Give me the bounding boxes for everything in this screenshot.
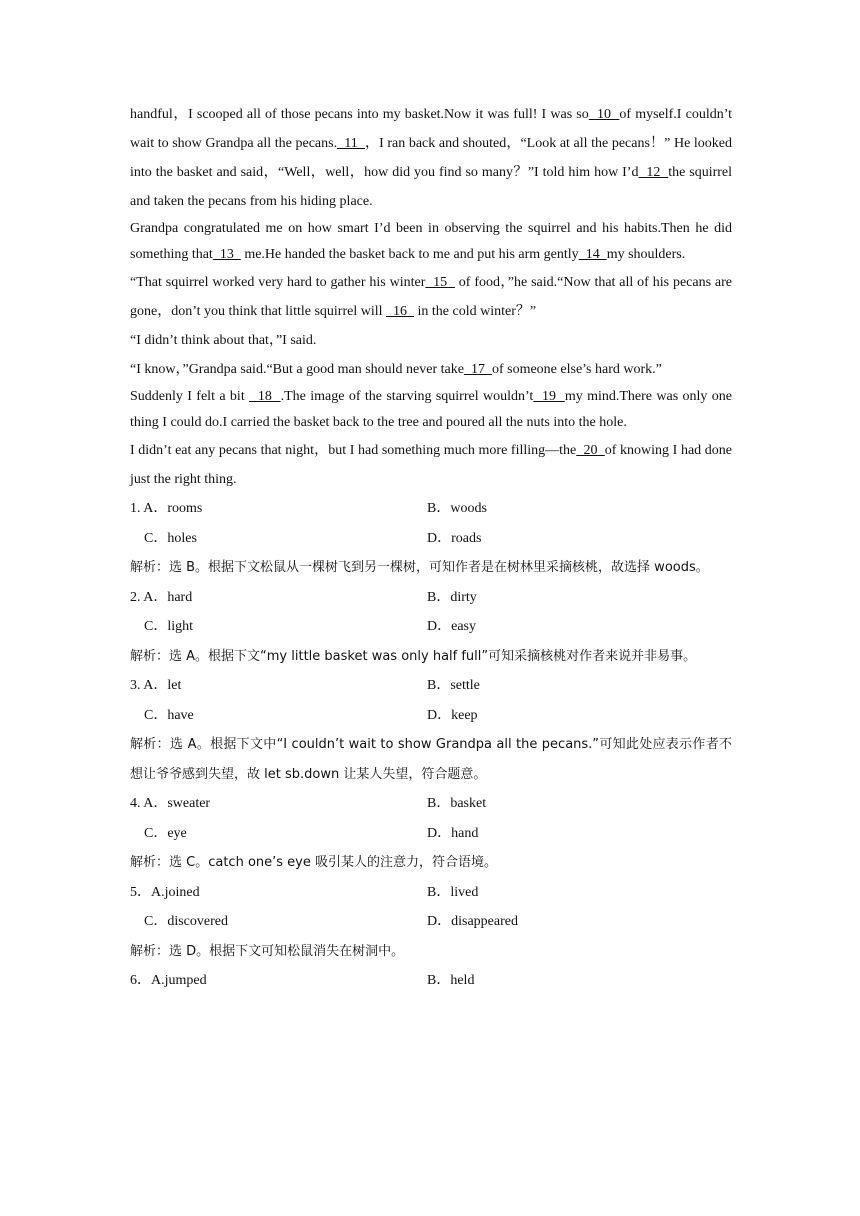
option-b: B．basket bbox=[427, 796, 487, 812]
passage-paragraph-7 bbox=[130, 436, 732, 494]
blank-10: 10 bbox=[588, 107, 620, 122]
option-a: 2. A．hard bbox=[130, 589, 193, 605]
option-a: 4. A．sweater bbox=[130, 796, 211, 812]
answer-explanation: 解析：选 A。根据下文中“I couldn’t wait to show Grandpa all the pecans.”可知此处应表示作者不想让爷爷感到失望，故 let sb.down 让某人失望，符合题意。 bbox=[130, 737, 732, 782]
passage-text: “I know，”Grandpa said.“But a good man should never take bbox=[130, 362, 464, 377]
passage-paragraph-2 bbox=[130, 216, 732, 268]
blank-15: 15 bbox=[425, 275, 455, 290]
option-b: B．dirty bbox=[427, 589, 477, 605]
passage-text: I didn’t eat any pecans that night，but I had something much more filling—the bbox=[130, 443, 577, 458]
option-d: D．keep bbox=[427, 707, 478, 723]
option-b: B．lived bbox=[427, 884, 479, 900]
option-a: 6．A.jumped bbox=[130, 973, 207, 989]
blank-11: 11 bbox=[337, 136, 365, 151]
option-c: C．eye bbox=[144, 825, 187, 841]
option-b: B．held bbox=[427, 973, 475, 989]
passage-text: the squirrel and taken the pecans from his hiding place. bbox=[130, 165, 733, 209]
option-row bbox=[130, 819, 732, 849]
blank-20: 20 bbox=[576, 443, 605, 458]
passage-text: of knowing I had done just the right thing. bbox=[130, 443, 732, 487]
option-a: 5．A.joined bbox=[130, 884, 200, 900]
blank-19: 19 bbox=[533, 389, 565, 404]
option-row bbox=[130, 878, 732, 908]
passage-text: my mind.There was only one thing I could do.I carried the basket back to the tree and poured all the nuts into the hole. bbox=[130, 389, 733, 430]
passage-text: in the cold winter？” bbox=[414, 304, 537, 319]
blank-13: 13 bbox=[212, 247, 241, 262]
question-list bbox=[130, 494, 732, 996]
option-row bbox=[130, 671, 732, 701]
option-c: C．have bbox=[144, 707, 194, 723]
passage-text: Grandpa congratulated me on how smart I’d been in observing the squirrel and his habits.Then he did something that bbox=[130, 221, 732, 262]
option-row bbox=[130, 612, 732, 642]
passage-paragraph-4: “I didn’t think about that，”I said. bbox=[130, 333, 317, 348]
option-row bbox=[130, 701, 732, 731]
option-a: 1. A．rooms bbox=[130, 501, 203, 517]
answer-explanation: 解析：选 A。根据下文“my little basket was only half full”可知采摘核桃对作者来说并非易事。 bbox=[130, 648, 697, 664]
answer-explanation: 解析：选 B。根据下文松鼠从一棵树飞到另一棵树，可知作者是在树林里采摘核桃，故选择 woods。 bbox=[130, 560, 709, 575]
option-c: C．light bbox=[144, 619, 194, 635]
option-a: 3. A．let bbox=[130, 678, 182, 694]
option-row bbox=[130, 494, 732, 524]
answer-explanation: 解析：选 D。根据下文可知松鼠消失在树洞中。 bbox=[130, 943, 405, 959]
option-d: D．roads bbox=[427, 530, 482, 546]
option-b: B．woods bbox=[427, 501, 487, 517]
option-c: C．holes bbox=[144, 530, 197, 546]
passage-paragraph-3 bbox=[130, 268, 732, 326]
option-row bbox=[130, 524, 732, 554]
option-row bbox=[130, 583, 732, 613]
option-row bbox=[130, 789, 732, 819]
option-d: D．hand bbox=[427, 825, 479, 841]
passage-text: .The image of the starving squirrel wouldn’t bbox=[280, 389, 534, 404]
option-row bbox=[130, 907, 732, 937]
passage-text: of myself.I couldn’t wait to show Grandpa all the pecans. bbox=[130, 107, 733, 151]
option-d: D．easy bbox=[427, 619, 476, 635]
passage-text: my shoulders. bbox=[606, 247, 686, 262]
passage-text: handful，I scooped all of those pecans into my basket.Now it was full! I was so bbox=[130, 107, 589, 122]
document-page bbox=[130, 100, 732, 996]
passage-text: “That squirrel worked very hard to gather his winter bbox=[130, 275, 426, 290]
passage-paragraph-1 bbox=[130, 100, 732, 216]
blank-16: 16 bbox=[386, 304, 414, 319]
passage-text: of food，”he said.“Now that all of his pecans are gone，don’t you think that little squirrel will bbox=[130, 275, 733, 319]
answer-explanation: 解析：选 C。catch one’s eye 吸引某人的注意力，符合语境。 bbox=[130, 855, 497, 870]
blank-18: 18 bbox=[249, 389, 281, 404]
option-b: B．settle bbox=[427, 678, 480, 694]
option-d: D．disappeared bbox=[427, 914, 518, 930]
passage-text: ，I ran back and shouted，“Look at all the pecans！” He looked into the basket and said，“Well，well，how did you find so many？”I told him how I’d bbox=[130, 136, 732, 180]
passage-text: of someone else’s hard work.” bbox=[491, 362, 662, 377]
option-row bbox=[130, 966, 732, 996]
passage-paragraph-5 bbox=[130, 355, 732, 384]
option-c: C．discovered bbox=[144, 914, 228, 930]
blank-12: 12 bbox=[638, 165, 669, 180]
passage-text: Suddenly I felt a bit bbox=[130, 389, 250, 404]
passage-paragraph-6 bbox=[130, 384, 732, 436]
blank-14: 14 bbox=[578, 247, 607, 262]
passage-text: me.He handed the basket back to me and put his arm gently bbox=[240, 247, 579, 262]
blank-17: 17 bbox=[463, 362, 492, 377]
